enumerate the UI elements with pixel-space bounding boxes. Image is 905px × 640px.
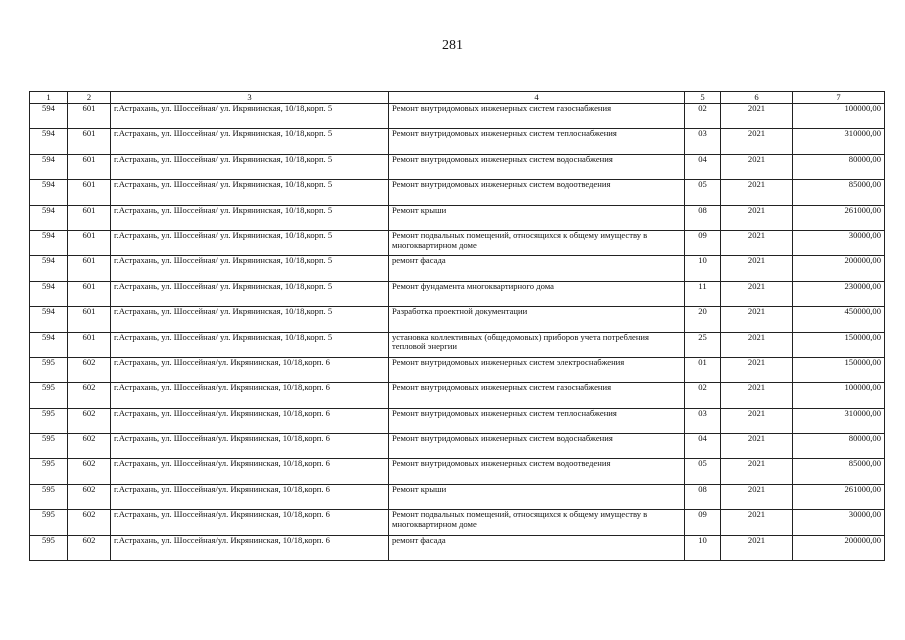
year-cell: 2021: [721, 154, 793, 179]
column-header: 6: [721, 92, 793, 104]
work-type-cell: установка коллективных (общедомовых) приборов учета потребления тепловой энергии: [389, 332, 685, 357]
work-type-cell: Ремонт внутридомовых инженерных систем теплоснабжения: [389, 129, 685, 154]
house-number-cell: 601: [68, 230, 111, 255]
cost-cell: 80000,00: [793, 434, 885, 459]
table-row: [30, 104, 885, 129]
year-cell: 2021: [721, 408, 793, 433]
work-code-cell: 11: [685, 281, 721, 306]
cost-cell: 150000,00: [793, 357, 885, 382]
row-number-cell: 594: [30, 230, 68, 255]
table-row: [30, 383, 885, 408]
work-code-cell: 01: [685, 357, 721, 382]
address-cell: г.Астрахань, ул. Шоссейная/ ул. Икрянинская, 10/18,корп. 5: [111, 180, 389, 205]
year-cell: 2021: [721, 104, 793, 129]
row-number-cell: 594: [30, 332, 68, 357]
year-cell: 2021: [721, 510, 793, 535]
year-cell: 2021: [721, 357, 793, 382]
table-row: [30, 205, 885, 230]
house-number-cell: 602: [68, 484, 111, 509]
work-type-cell: Ремонт внутридомовых инженерных систем газоснабжения: [389, 104, 685, 129]
year-cell: 2021: [721, 129, 793, 154]
cost-cell: 200000,00: [793, 256, 885, 281]
year-cell: 2021: [721, 459, 793, 484]
work-type-cell: ремонт фасада: [389, 535, 685, 560]
work-type-cell: Разработка проектной документации: [389, 307, 685, 332]
work-code-cell: 05: [685, 180, 721, 205]
row-number-cell: 594: [30, 154, 68, 179]
work-type-cell: Ремонт внутридомовых инженерных систем газоснабжения: [389, 383, 685, 408]
table-row: [30, 459, 885, 484]
year-cell: 2021: [721, 535, 793, 560]
address-cell: г.Астрахань, ул. Шоссейная/ул. Икрянинская, 10/18,корп. 6: [111, 484, 389, 509]
work-code-cell: 10: [685, 256, 721, 281]
work-type-cell: Ремонт подвальных помещений, относящихся к общему имуществу в многоквартирном доме: [389, 230, 685, 255]
cost-cell: 261000,00: [793, 205, 885, 230]
year-cell: 2021: [721, 230, 793, 255]
address-cell: г.Астрахань, ул. Шоссейная/ул. Икрянинская, 10/18,корп. 6: [111, 510, 389, 535]
row-number-cell: 594: [30, 281, 68, 306]
table-row: [30, 357, 885, 382]
table-row: [30, 434, 885, 459]
year-cell: 2021: [721, 332, 793, 357]
row-number-cell: 595: [30, 484, 68, 509]
house-number-cell: 601: [68, 104, 111, 129]
cost-cell: 100000,00: [793, 104, 885, 129]
work-code-cell: 02: [685, 383, 721, 408]
year-cell: 2021: [721, 180, 793, 205]
year-cell: 2021: [721, 307, 793, 332]
address-cell: г.Астрахань, ул. Шоссейная/ул. Икрянинская, 10/18,корп. 6: [111, 535, 389, 560]
address-cell: г.Астрахань, ул. Шоссейная/ул. Икрянинская, 10/18,корп. 6: [111, 434, 389, 459]
address-cell: г.Астрахань, ул. Шоссейная/ ул. Икрянинская, 10/18,корп. 5: [111, 154, 389, 179]
table-row: [30, 408, 885, 433]
row-number-cell: 595: [30, 408, 68, 433]
column-header: 4: [389, 92, 685, 104]
work-code-cell: 20: [685, 307, 721, 332]
cost-cell: 450000,00: [793, 307, 885, 332]
house-number-cell: 602: [68, 459, 111, 484]
work-type-cell: Ремонт фундамента многоквартирного дома: [389, 281, 685, 306]
column-header: 2: [68, 92, 111, 104]
cost-cell: 200000,00: [793, 535, 885, 560]
address-cell: г.Астрахань, ул. Шоссейная/ ул. Икрянинская, 10/18,корп. 5: [111, 281, 389, 306]
house-number-cell: 601: [68, 281, 111, 306]
row-number-cell: 595: [30, 383, 68, 408]
address-cell: г.Астрахань, ул. Шоссейная/ул. Икрянинская, 10/18,корп. 6: [111, 408, 389, 433]
year-cell: 2021: [721, 205, 793, 230]
work-code-cell: 08: [685, 205, 721, 230]
work-code-cell: 04: [685, 154, 721, 179]
table-row: [30, 154, 885, 179]
row-number-cell: 595: [30, 459, 68, 484]
address-cell: г.Астрахань, ул. Шоссейная/ ул. Икрянинская, 10/18,корп. 5: [111, 205, 389, 230]
address-cell: г.Астрахань, ул. Шоссейная/ул. Икрянинская, 10/18,корп. 6: [111, 383, 389, 408]
address-cell: г.Астрахань, ул. Шоссейная/ ул. Икрянинская, 10/18,корп. 5: [111, 104, 389, 129]
house-number-cell: 602: [68, 510, 111, 535]
year-cell: 2021: [721, 434, 793, 459]
year-cell: 2021: [721, 256, 793, 281]
house-number-cell: 602: [68, 357, 111, 382]
cost-cell: 30000,00: [793, 230, 885, 255]
column-header: 1: [30, 92, 68, 104]
row-number-cell: 594: [30, 104, 68, 129]
address-cell: г.Астрахань, ул. Шоссейная/ ул. Икрянинская, 10/18,корп. 5: [111, 332, 389, 357]
table-row: [30, 230, 885, 255]
row-number-cell: 594: [30, 180, 68, 205]
table-body: [30, 104, 885, 561]
table-row: [30, 484, 885, 509]
table-row: [30, 510, 885, 535]
house-number-cell: 601: [68, 256, 111, 281]
house-number-cell: 602: [68, 383, 111, 408]
column-header: 5: [685, 92, 721, 104]
row-number-cell: 594: [30, 307, 68, 332]
work-type-cell: Ремонт внутридомовых инженерных систем электроснабжения: [389, 357, 685, 382]
work-code-cell: 09: [685, 510, 721, 535]
work-code-cell: 08: [685, 484, 721, 509]
table-row: [30, 307, 885, 332]
house-number-cell: 601: [68, 205, 111, 230]
house-number-cell: 601: [68, 154, 111, 179]
table-row: [30, 256, 885, 281]
cost-cell: 310000,00: [793, 408, 885, 433]
work-code-cell: 10: [685, 535, 721, 560]
work-code-cell: 25: [685, 332, 721, 357]
house-number-cell: 602: [68, 535, 111, 560]
table-row: [30, 332, 885, 357]
house-number-cell: 601: [68, 332, 111, 357]
year-cell: 2021: [721, 281, 793, 306]
row-number-cell: 594: [30, 129, 68, 154]
work-type-cell: ремонт фасада: [389, 256, 685, 281]
address-cell: г.Астрахань, ул. Шоссейная/ ул. Икрянинская, 10/18,корп. 5: [111, 307, 389, 332]
row-number-cell: 595: [30, 434, 68, 459]
work-code-cell: 09: [685, 230, 721, 255]
work-type-cell: Ремонт внутридомовых инженерных систем водоснабжения: [389, 434, 685, 459]
house-number-cell: 601: [68, 180, 111, 205]
table-row: [30, 180, 885, 205]
year-cell: 2021: [721, 484, 793, 509]
column-header: 3: [111, 92, 389, 104]
table-row: [30, 281, 885, 306]
work-type-cell: Ремонт внутридомовых инженерных систем водоотведения: [389, 180, 685, 205]
address-cell: г.Астрахань, ул. Шоссейная/ул. Икрянинская, 10/18,корп. 6: [111, 357, 389, 382]
work-type-cell: Ремонт крыши: [389, 484, 685, 509]
page-number: 281: [442, 38, 463, 53]
row-number-cell: 594: [30, 256, 68, 281]
work-type-cell: Ремонт крыши: [389, 205, 685, 230]
cost-cell: 150000,00: [793, 332, 885, 357]
house-number-cell: 602: [68, 434, 111, 459]
cost-cell: 30000,00: [793, 510, 885, 535]
address-cell: г.Астрахань, ул. Шоссейная/ ул. Икрянинская, 10/18,корп. 5: [111, 129, 389, 154]
cost-cell: 85000,00: [793, 180, 885, 205]
work-type-cell: Ремонт внутридомовых инженерных систем теплоснабжения: [389, 408, 685, 433]
address-cell: г.Астрахань, ул. Шоссейная/ул. Икрянинская, 10/18,корп. 6: [111, 459, 389, 484]
work-code-cell: 05: [685, 459, 721, 484]
year-cell: 2021: [721, 383, 793, 408]
cost-cell: 80000,00: [793, 154, 885, 179]
column-header: 7: [793, 92, 885, 104]
row-number-cell: 595: [30, 535, 68, 560]
work-type-cell: Ремонт внутридомовых инженерных систем водоснабжения: [389, 154, 685, 179]
cost-cell: 230000,00: [793, 281, 885, 306]
table-row: [30, 129, 885, 154]
work-code-cell: 03: [685, 129, 721, 154]
row-number-cell: 595: [30, 510, 68, 535]
cost-cell: 261000,00: [793, 484, 885, 509]
row-number-cell: 594: [30, 205, 68, 230]
house-number-cell: 601: [68, 129, 111, 154]
work-type-cell: Ремонт внутридомовых инженерных систем водоотведения: [389, 459, 685, 484]
work-type-cell: Ремонт подвальных помещений, относящихся к общему имуществу в многоквартирном доме: [389, 510, 685, 535]
cost-cell: 310000,00: [793, 129, 885, 154]
cost-cell: 100000,00: [793, 383, 885, 408]
work-code-cell: 02: [685, 104, 721, 129]
row-number-cell: 595: [30, 357, 68, 382]
address-cell: г.Астрахань, ул. Шоссейная/ ул. Икрянинская, 10/18,корп. 5: [111, 256, 389, 281]
work-code-cell: 04: [685, 434, 721, 459]
cost-cell: 85000,00: [793, 459, 885, 484]
table-row: [30, 535, 885, 560]
register-table: [29, 91, 885, 561]
address-cell: г.Астрахань, ул. Шоссейная/ ул. Икрянинская, 10/18,корп. 5: [111, 230, 389, 255]
work-code-cell: 03: [685, 408, 721, 433]
header-row: [30, 92, 885, 104]
house-number-cell: 602: [68, 408, 111, 433]
house-number-cell: 601: [68, 307, 111, 332]
